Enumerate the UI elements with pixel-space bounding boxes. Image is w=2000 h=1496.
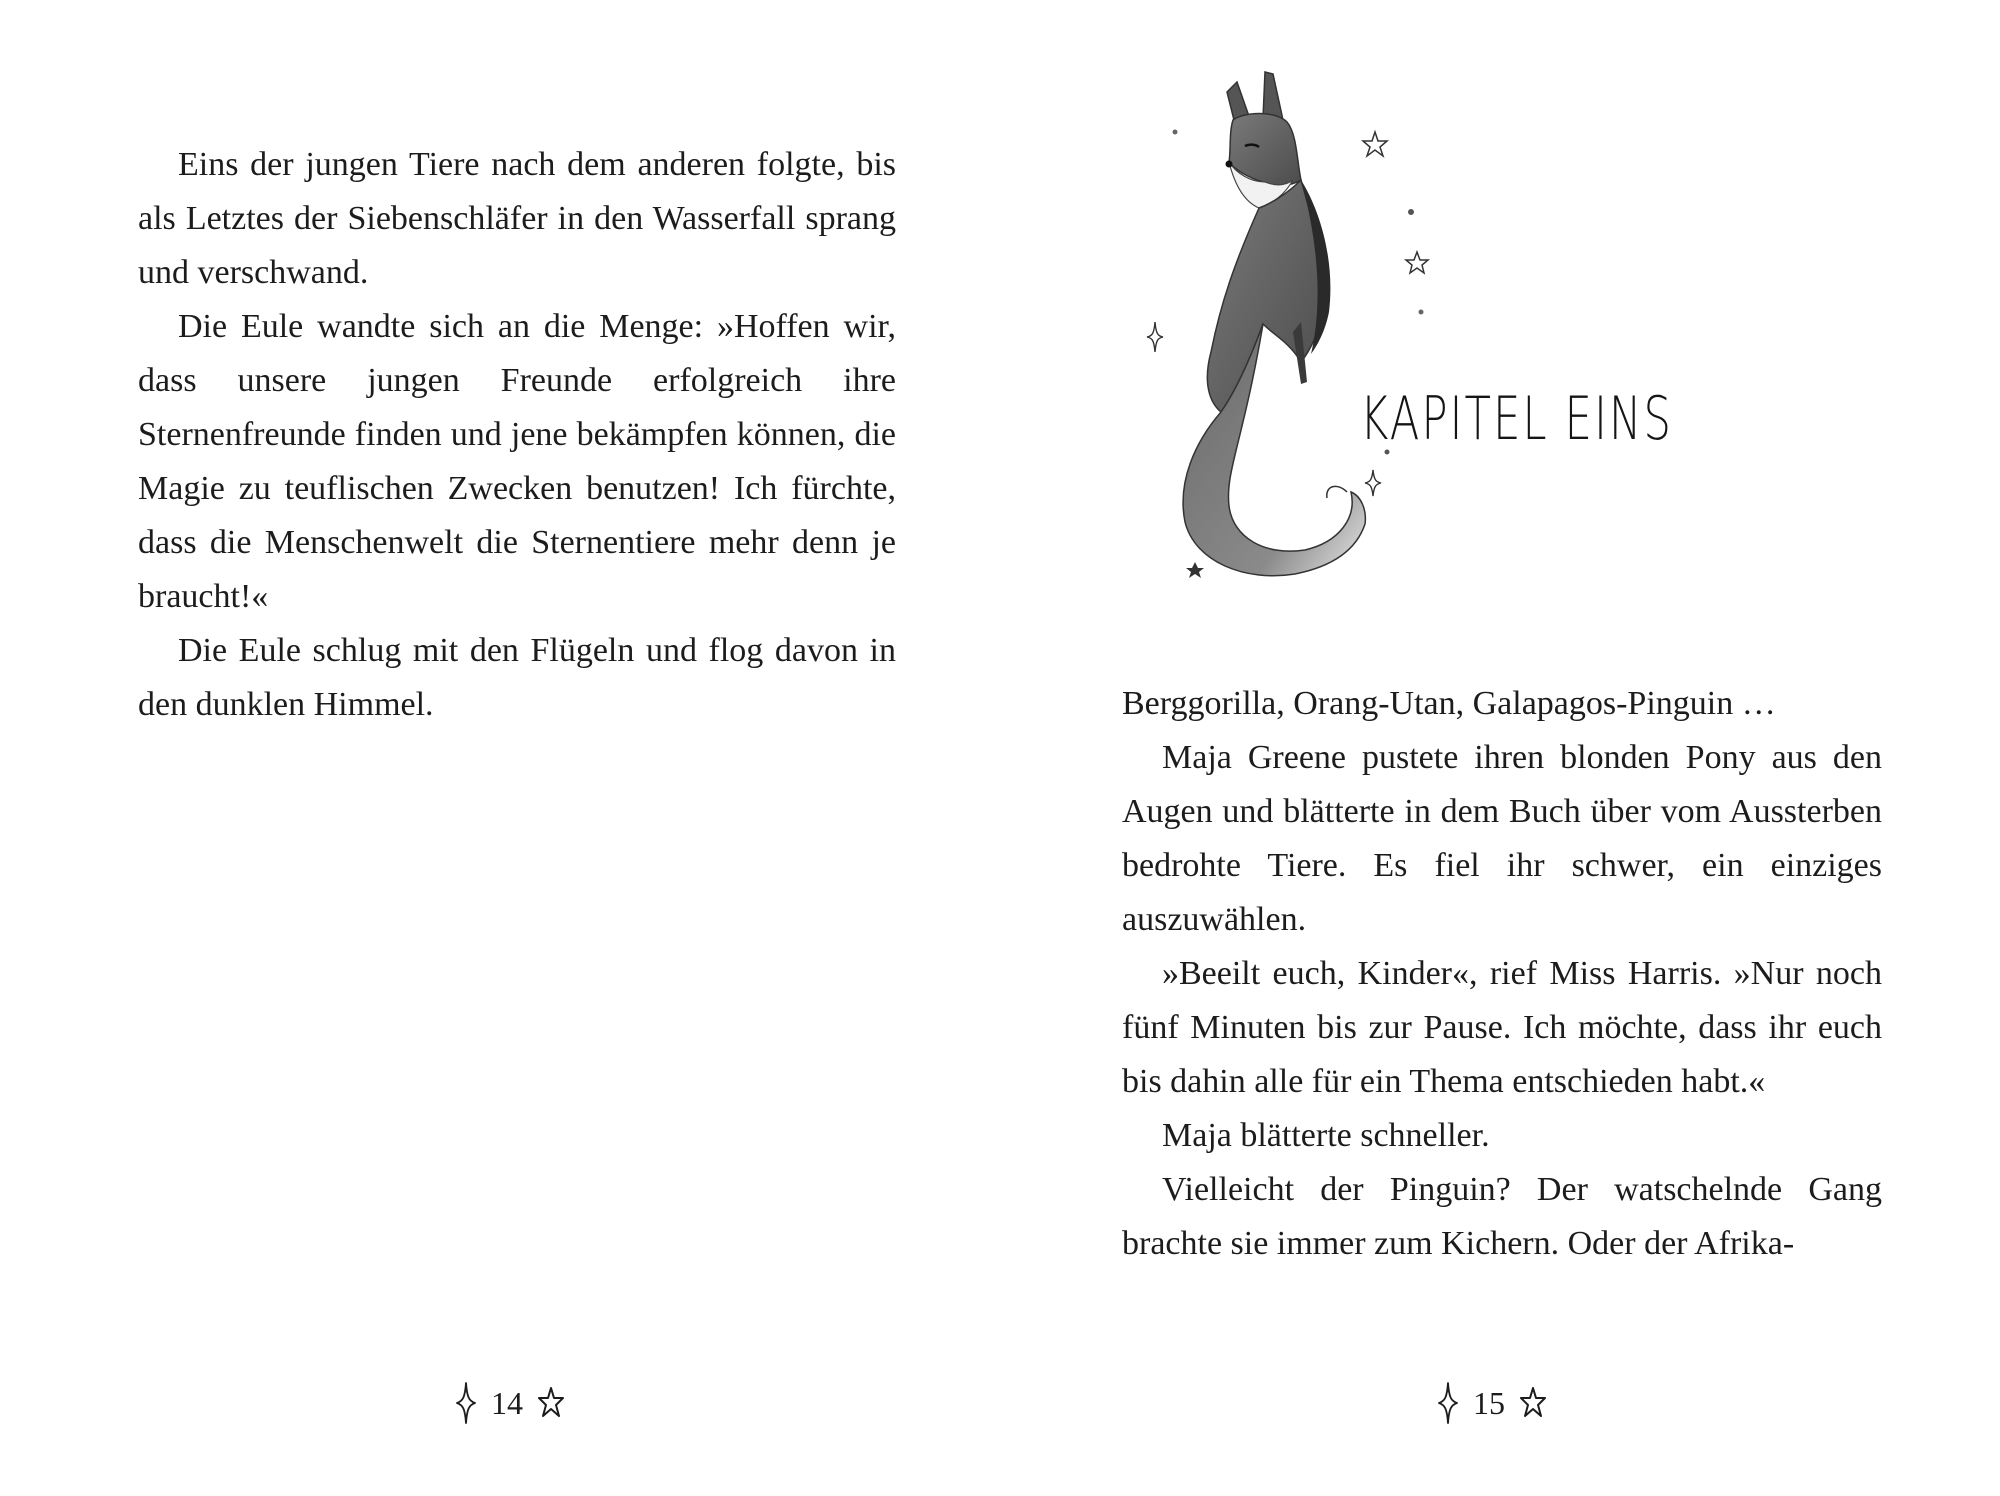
- star-icon: [1519, 1385, 1547, 1421]
- paragraph: Maja blätterte schneller.: [1162, 1117, 1490, 1154]
- paragraph: Berggorilla, Orang-Utan, Galapagos-Pinguin …: [1122, 685, 1776, 722]
- paragraph: Maja Greene pustete ihren blonden Pony aus den Augen und blätterte in dem Buch über vom Aussterben bedrohte Tiere. Es fiel ihr schwer, ein einziges auszuwählen.: [1122, 739, 1882, 938]
- paragraph: Eins der jungen Tiere nach dem anderen folgte, bis als Letztes der Siebenschläfer in den Wasserfall sprang und verschwand.: [138, 146, 896, 291]
- sparkle-icon: [1437, 1381, 1459, 1425]
- page-number: 15: [1473, 1384, 1505, 1421]
- page-number-left: [455, 1378, 565, 1428]
- right-page: [1000, 0, 2000, 1496]
- paragraph: »Beeilt euch, Kinder«, rief Miss Harris. »Nur noch fünf Minuten bis zur Pause. Ich möchte, dass ihr euch bis dahin alle für ein Thema entschieden habt.«: [1122, 955, 1882, 1100]
- left-page-text: [138, 138, 896, 732]
- chapter-title: KAPITEL EINS: [1360, 384, 1674, 454]
- sparkle-icon: [455, 1381, 477, 1425]
- fox-illustration: [1125, 62, 1445, 602]
- paragraph: Die Eule wandte sich an die Menge: »Hoffen wir, dass unsere jungen Freunde erfolgreich ihre Sternenfreunde finden und jene bekämpfen können, die Magie zu teuflischen Zwecken benutzen! Ich fürchte, dass die Menschenwelt die Sternentiere mehr denn je braucht!«: [138, 308, 896, 615]
- page-number-right: [1437, 1378, 1547, 1428]
- star-icon: [537, 1385, 565, 1421]
- paragraph: Vielleicht der Pinguin? Der watschelnde Gang brachte sie immer zum Kichern. Oder der Afrika-: [1122, 1171, 1882, 1262]
- paragraph: Die Eule schlug mit den Flügeln und flog davon in den dunklen Himmel.: [138, 632, 896, 723]
- page-number: 14: [491, 1384, 523, 1421]
- right-page-text: [1122, 677, 1882, 1271]
